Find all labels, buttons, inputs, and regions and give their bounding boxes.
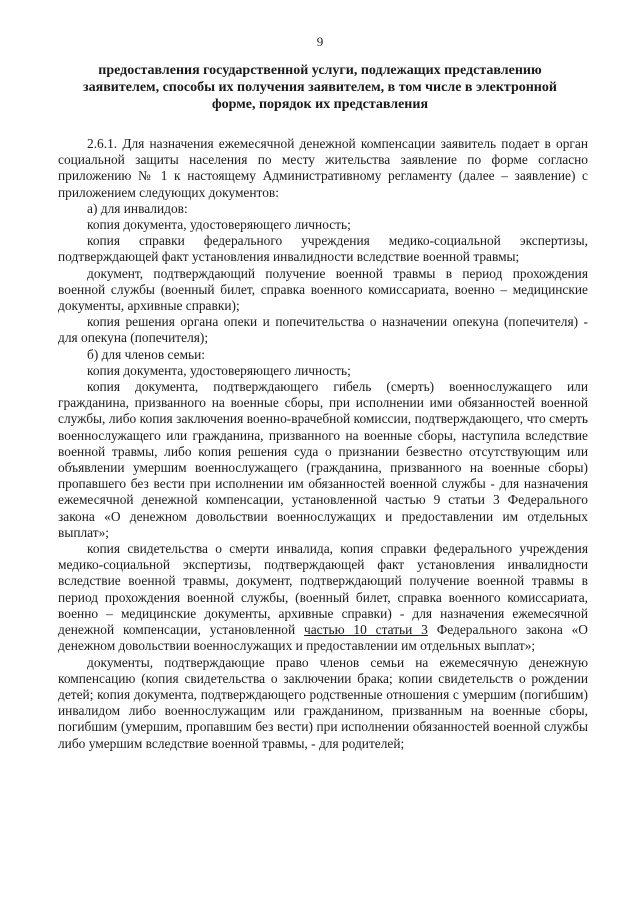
list-item: копия документа, удостоверяющего личность; [87,362,351,378]
list-item: копия справки федерального учреждения медико-социальной экспертизы, подтверждающей факт установления инвалидности вследствие военной травмы; [58,233,588,265]
section-heading [70,62,570,113]
paragraph-2-6-1: 2.6.1. Для назначения ежемесячной денежной компенсации заявитель подает в орган социальной защиты населения по месту жительства заявление по форме согласно приложению № 1 к настоящему Административному регламенту (далее – заявление) с приложением следующих документов: [58,136,588,200]
list-item: документ, подтверждающий получение военной травмы в период прохождения военной службы (военный билет, справка военного комиссариата, военно – медицинские документы, архивные справки); [58,265,588,314]
heading-line: предоставления государственной услуги, подлежащих представлению [98,63,542,78]
list-item: копия документа, подтверждающего гибель (смерть) военнослужащего или гражданина, призванного на военные сборы, при исполнении ими обязанностей военной службы, либо копия заключения военно-врачебной комиссии, подтверждающего, что смерть военнослужащего или гражданина, призванного на военные сборы, наступила вследствие военной травмы, либо копия решения суда о признании безвестно отсутствующим или объявлении умершим военнослужащего (гражданина, призванного на военные сборы) пропавшего без вести при исполнении им обязанностей военной службы - для назначения ежемесячной денежной компенсации, установленной частью 9 статьи 3 Федерального закона «О денежном довольствии военнослужащих и предоставлении им отдельных выплат»; [58,379,588,540]
list-heading-invalids: а) для инвалидов: [87,200,188,216]
paragraph-text: копия свидетельства о смерти инвалида, копия справки федерального учреждения медико-социальной экспертизы, подтверждающей факт установления инвалидности вследствие военной травмы, документ, подтверждающий получение военной травмы в период прохождения военной службы, (военный билет, справка военного комиссариата, военно – медицинские документы, архивные справки) - для назначения ежемесячной денежной компенсации, установленной [58,541,588,638]
heading-line: заявителем, способы их получения заявителем, в том числе в электронной [83,80,557,95]
list-item: копия решения органа опеки и попечительства о назначении опекуна (попечителя) - для опекуна (попечителя); [58,314,588,346]
law-reference-link[interactable]: частью 10 статьи 3 [304,622,428,638]
paragraph-text: Федерального закона «О денежном довольствии военнослужащих и предоставлении им отдельных выплат»; [58,622,588,654]
list-heading-family: б) для членов семьи: [87,346,206,362]
list-item: копия документа, удостоверяющего личность; [87,217,351,233]
document-body [58,136,588,752]
list-item: документы, подтверждающие право членов семьи на ежемесячную денежную компенсацию (копия свидетельства о заключении брака; копии свидетельств о рождении детей; копия документа, подтверждающего родственные отношения с умершим (погибшим) инвалидом либо военнослужащим или гражданином, призванным на военные сборы, погибшим (умершим, пропавшим без вести) при исполнении обязанностей военной службы либо умершим вследствие военной травмы, - для родителей; [58,654,588,751]
list-item [58,541,588,654]
heading-line: форме, порядок их представления [211,97,429,112]
page-number: 9 [316,34,324,49]
